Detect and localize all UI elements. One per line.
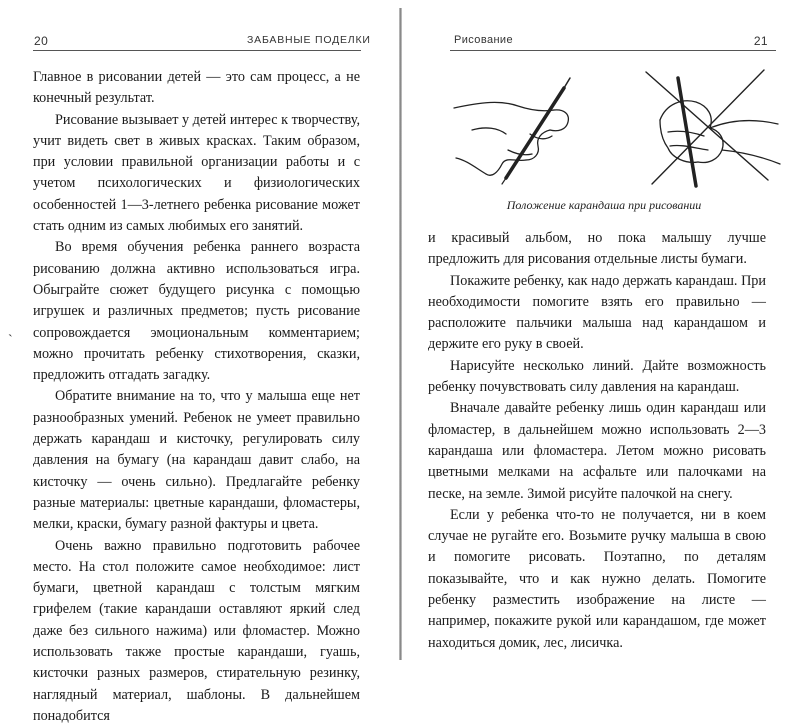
- right-paragraph-5: Если у ребенка что-то не получается, ни в коем случае не ругайте его. Возьмите ручку малыша в свою и помогите рисовать. Поэтапно, по деталям показывайте, что и как нужно делать. Помогите ребенку разместить изображение на листе — например, покажите рукой или карандашом, где может находиться домик, лес, лисичка.: [428, 506, 766, 651]
- right-page: [406, 0, 800, 665]
- left-page: [0, 0, 400, 724]
- incorrect-grip-hand: [660, 78, 780, 186]
- left-paragraph-4: Обратите внимание на то, что у малыша еще нет разнообразных умений. Ребенок не умеет правильно держать карандаш и кисточку, регулировать силу давления на бумагу (на карандаш давит слабо, на кисточку — очень сильно). Предлагайте ребенку разные материалы: цветные карандаши, фломастеры, мелки, краски, бумагу разной фактуры и цвета.: [33, 388, 360, 533]
- right-running-title: Рисование: [454, 34, 513, 46]
- left-page-number: 20: [34, 34, 49, 48]
- left-paragraph-1: Главное в рисовании детей — это сам процесс, а не конечный результат.: [33, 69, 360, 107]
- right-paragraph-4: Вначале давайте ребенку лишь один карандаш или фломастер, в дальнейшем можно использовать 2—3 карандаша или фломастера. Летом можно рисовать цветными мелками на асфальте или палочками на песке, на земле. Зимой рисуйте палочкой на снегу.: [428, 400, 766, 502]
- right-header-rule: [450, 50, 776, 51]
- cross-out-icon: [646, 70, 768, 184]
- right-paragraph-2: Покажите ребенку, как надо держать карандаш. При необходимости помогите взять его правильно — расположите пальчики малыша над карандашом и держите его руку в своей.: [428, 272, 766, 353]
- figure-caption: Положение карандаша при рисовании: [506, 198, 702, 212]
- left-paragraph-2: Рисование вызывает у детей интерес к творчеству, учит видеть свет в живых красках. Таким образом, при условии правильной организации работы и с учетом психологических и физиологических особенностей 1—3-летнего ребенка рисование может стать одним из самых любимых его занятий.: [33, 111, 360, 235]
- right-body-text: [428, 228, 766, 654]
- right-paragraph-1: и красивый альбом, но пока малышу лучше предложить для рисования отдельные листы бумаги.: [428, 230, 766, 268]
- left-header-rule: [33, 50, 361, 51]
- right-paragraph-3: Нарисуйте несколько линий. Дайте возможность ребенку почувствовать силу давления на карандаш.: [428, 357, 766, 396]
- scan-artifact-mark: `: [8, 333, 13, 348]
- pencil-grip-illustration: [446, 60, 786, 190]
- left-running-title: ЗАБАВНЫЕ ПОДЕЛКИ: [247, 34, 371, 46]
- left-paragraph-5: Очень важно правильно подготовить рабочее место. На стол положите самое необходимое: лист бумаги, цветной карандаш с толстым мягким грифелем (такие карандаши оставляют яркий след даже без сильного нажима) или фломастер. Можно использовать также простые карандаши, гуашь, кисточки разных размеров, стирательную резинку, наглядный материал, шаблоны. В дальнейшем понадобится: [33, 537, 360, 724]
- right-page-number: 21: [753, 34, 768, 48]
- correct-grip-hand: [454, 78, 570, 184]
- left-paragraph-3: Во время обучения ребенка раннего возраста рисованию должна активно использоваться игра. Обыграйте сюжет будущего рисунка с помощью игрушек и различных предметов; пусть рисование сопровождается эмоциональным комментарием; можно прочитать ребенку стихотворения, сказки, предложить отгадать загадку.: [33, 239, 360, 384]
- left-body-text: [33, 67, 360, 727]
